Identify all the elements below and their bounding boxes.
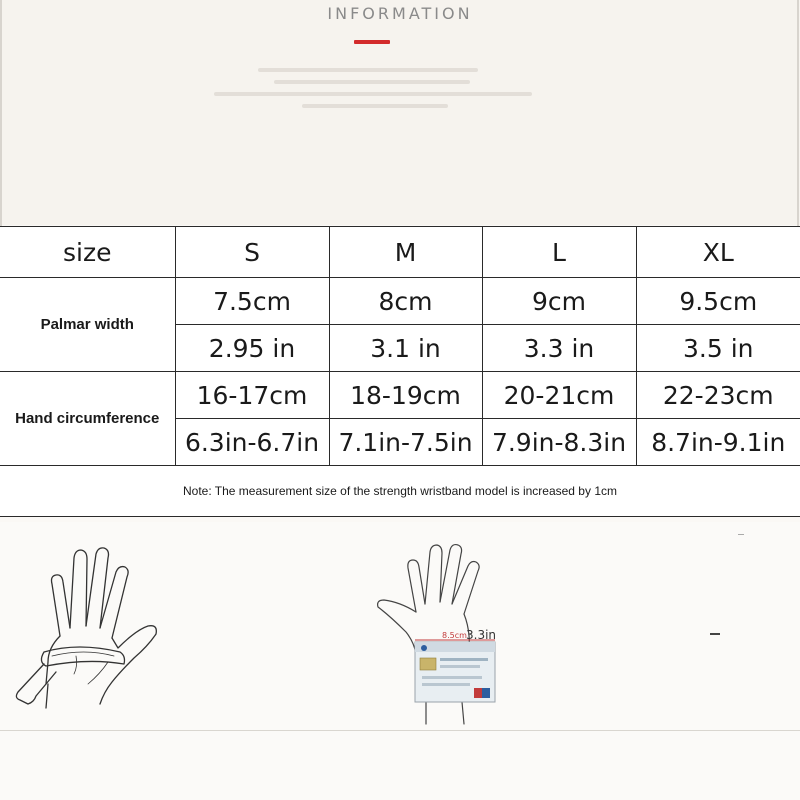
blurred-text-line bbox=[214, 92, 532, 96]
table-cell: 18-19cm bbox=[329, 372, 482, 419]
blurred-text-line bbox=[274, 80, 470, 84]
hand-circumference-label: Hand circumference bbox=[0, 372, 175, 466]
table-cell: 9cm bbox=[482, 278, 636, 325]
table-cell: 7.1in-7.5in bbox=[329, 419, 482, 466]
illustration-area bbox=[0, 522, 800, 800]
table-row bbox=[0, 372, 800, 419]
table-cell: 9.5cm bbox=[636, 278, 800, 325]
size-header: size bbox=[0, 227, 175, 278]
table-cell: 3.5 in bbox=[636, 325, 800, 372]
table-cell: 3.1 in bbox=[329, 325, 482, 372]
size-m-header: M bbox=[329, 227, 482, 278]
card-label-cm: 8.5cm bbox=[442, 631, 467, 640]
table-cell: 20-21cm bbox=[482, 372, 636, 419]
table-row bbox=[0, 278, 800, 325]
table-cell: 3.3 in bbox=[482, 325, 636, 372]
table-cell: 22-23cm bbox=[636, 372, 800, 419]
dash-mark bbox=[710, 633, 720, 635]
size-chart-table bbox=[0, 226, 800, 517]
table-cell: 6.3in-6.7in bbox=[175, 419, 329, 466]
table-header-row bbox=[0, 227, 800, 278]
table-cell: 2.95 in bbox=[175, 325, 329, 372]
table-cell: 8.7in-9.1in bbox=[636, 419, 800, 466]
card-label-in: 3.3in bbox=[466, 628, 497, 642]
note-row bbox=[0, 466, 800, 517]
header-edge-right bbox=[797, 0, 799, 228]
id-card-graphic bbox=[415, 642, 495, 702]
dash-mark bbox=[738, 534, 744, 535]
hand-wristband-illustration bbox=[8, 544, 168, 724]
table-cell: 8cm bbox=[329, 278, 482, 325]
info-header bbox=[0, 0, 800, 225]
header-accent-bar bbox=[354, 40, 390, 44]
table-cell: 7.5cm bbox=[175, 278, 329, 325]
table-cell: 7.9in-8.3in bbox=[482, 419, 636, 466]
header-edge-left bbox=[0, 0, 2, 228]
table-cell: 16-17cm bbox=[175, 372, 329, 419]
measurement-note: Note: The measurement size of the strength wristband model is increased by 1cm bbox=[0, 466, 800, 517]
size-l-header: L bbox=[482, 227, 636, 278]
palmar-width-label: Palmar width bbox=[0, 278, 175, 372]
hand-measure-illustration bbox=[370, 542, 510, 732]
size-xl-header: XL bbox=[636, 227, 800, 278]
blurred-text-line bbox=[258, 68, 478, 72]
blurred-text-line bbox=[302, 104, 448, 108]
size-s-header: S bbox=[175, 227, 329, 278]
header-title: INFORMATION bbox=[327, 4, 473, 23]
